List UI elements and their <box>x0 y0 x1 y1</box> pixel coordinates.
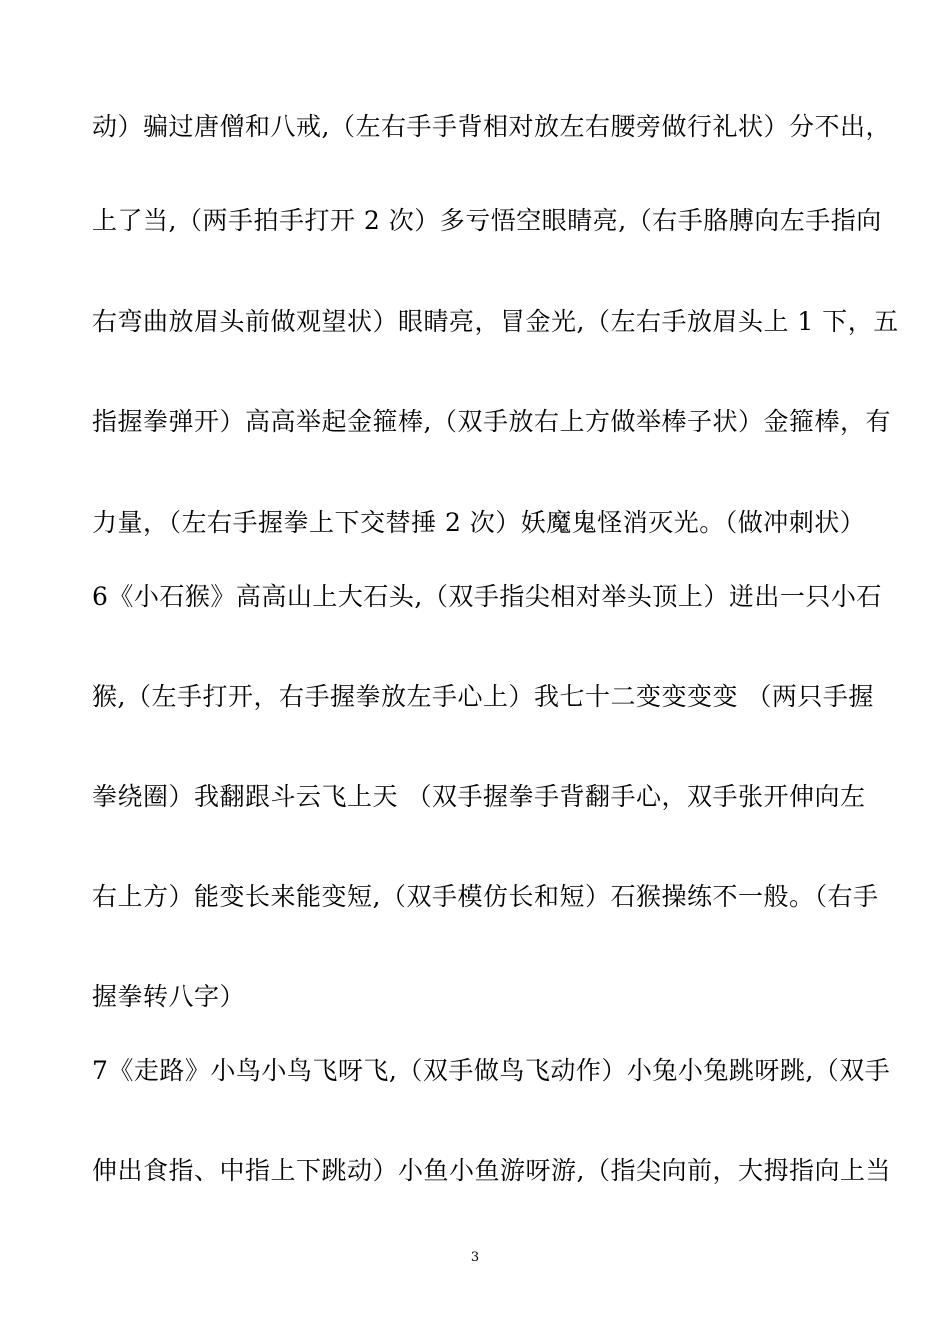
text-line: 右弯曲放眉头前做观望状）眼睛亮，冒金光,（左右手放眉头上 1 下，五 <box>92 307 899 336</box>
text-line: 伸出食指、中指上下跳动）小鱼小鱼游呀游,（指尖向前，大拇指向上当 <box>92 1156 891 1185</box>
text-line: 动）骗过唐僧和八戒,（左右手手背相对放左右腰旁做行礼状）分不出， <box>92 112 891 141</box>
text-line: 力量，（左右手握拳上下交替捶 2 次）妖魔鬼怪消灭光。（做冲刺状） <box>92 508 866 537</box>
text-line: 右上方）能变长来能变短,（双手模仿长和短）石猴操练不一般。（右手 <box>92 882 879 911</box>
text-line: 指握拳弹开）高高举起金箍棒,（双手放右上方做举棒子状）金箍棒，有 <box>92 407 891 436</box>
text-line: 6《小石猴》高高山上大石头,（双手指尖相对举头顶上）迸出一只小石 <box>92 582 882 611</box>
text-line: 握拳转八字） <box>92 982 246 1011</box>
text-line: 7《走路》小鸟小鸟飞呀飞,（双手做鸟飞动作）小兔小兔跳呀跳,（双手 <box>92 1056 891 1085</box>
text-line: 上了当,（两手拍手打开 2 次）多亏悟空眼睛亮,（右手胳膊向左手指向 <box>92 206 882 235</box>
text-line: 拳绕圈）我翻跟斗云飞上天 （双手握拳手背翻手心，双手张开伸向左 <box>92 782 866 811</box>
text-line: 猴,（左手打开，右手握拳放左手心上）我七十二变变变变 （两只手握 <box>92 682 874 711</box>
page-number: 3 <box>470 1250 480 1265</box>
